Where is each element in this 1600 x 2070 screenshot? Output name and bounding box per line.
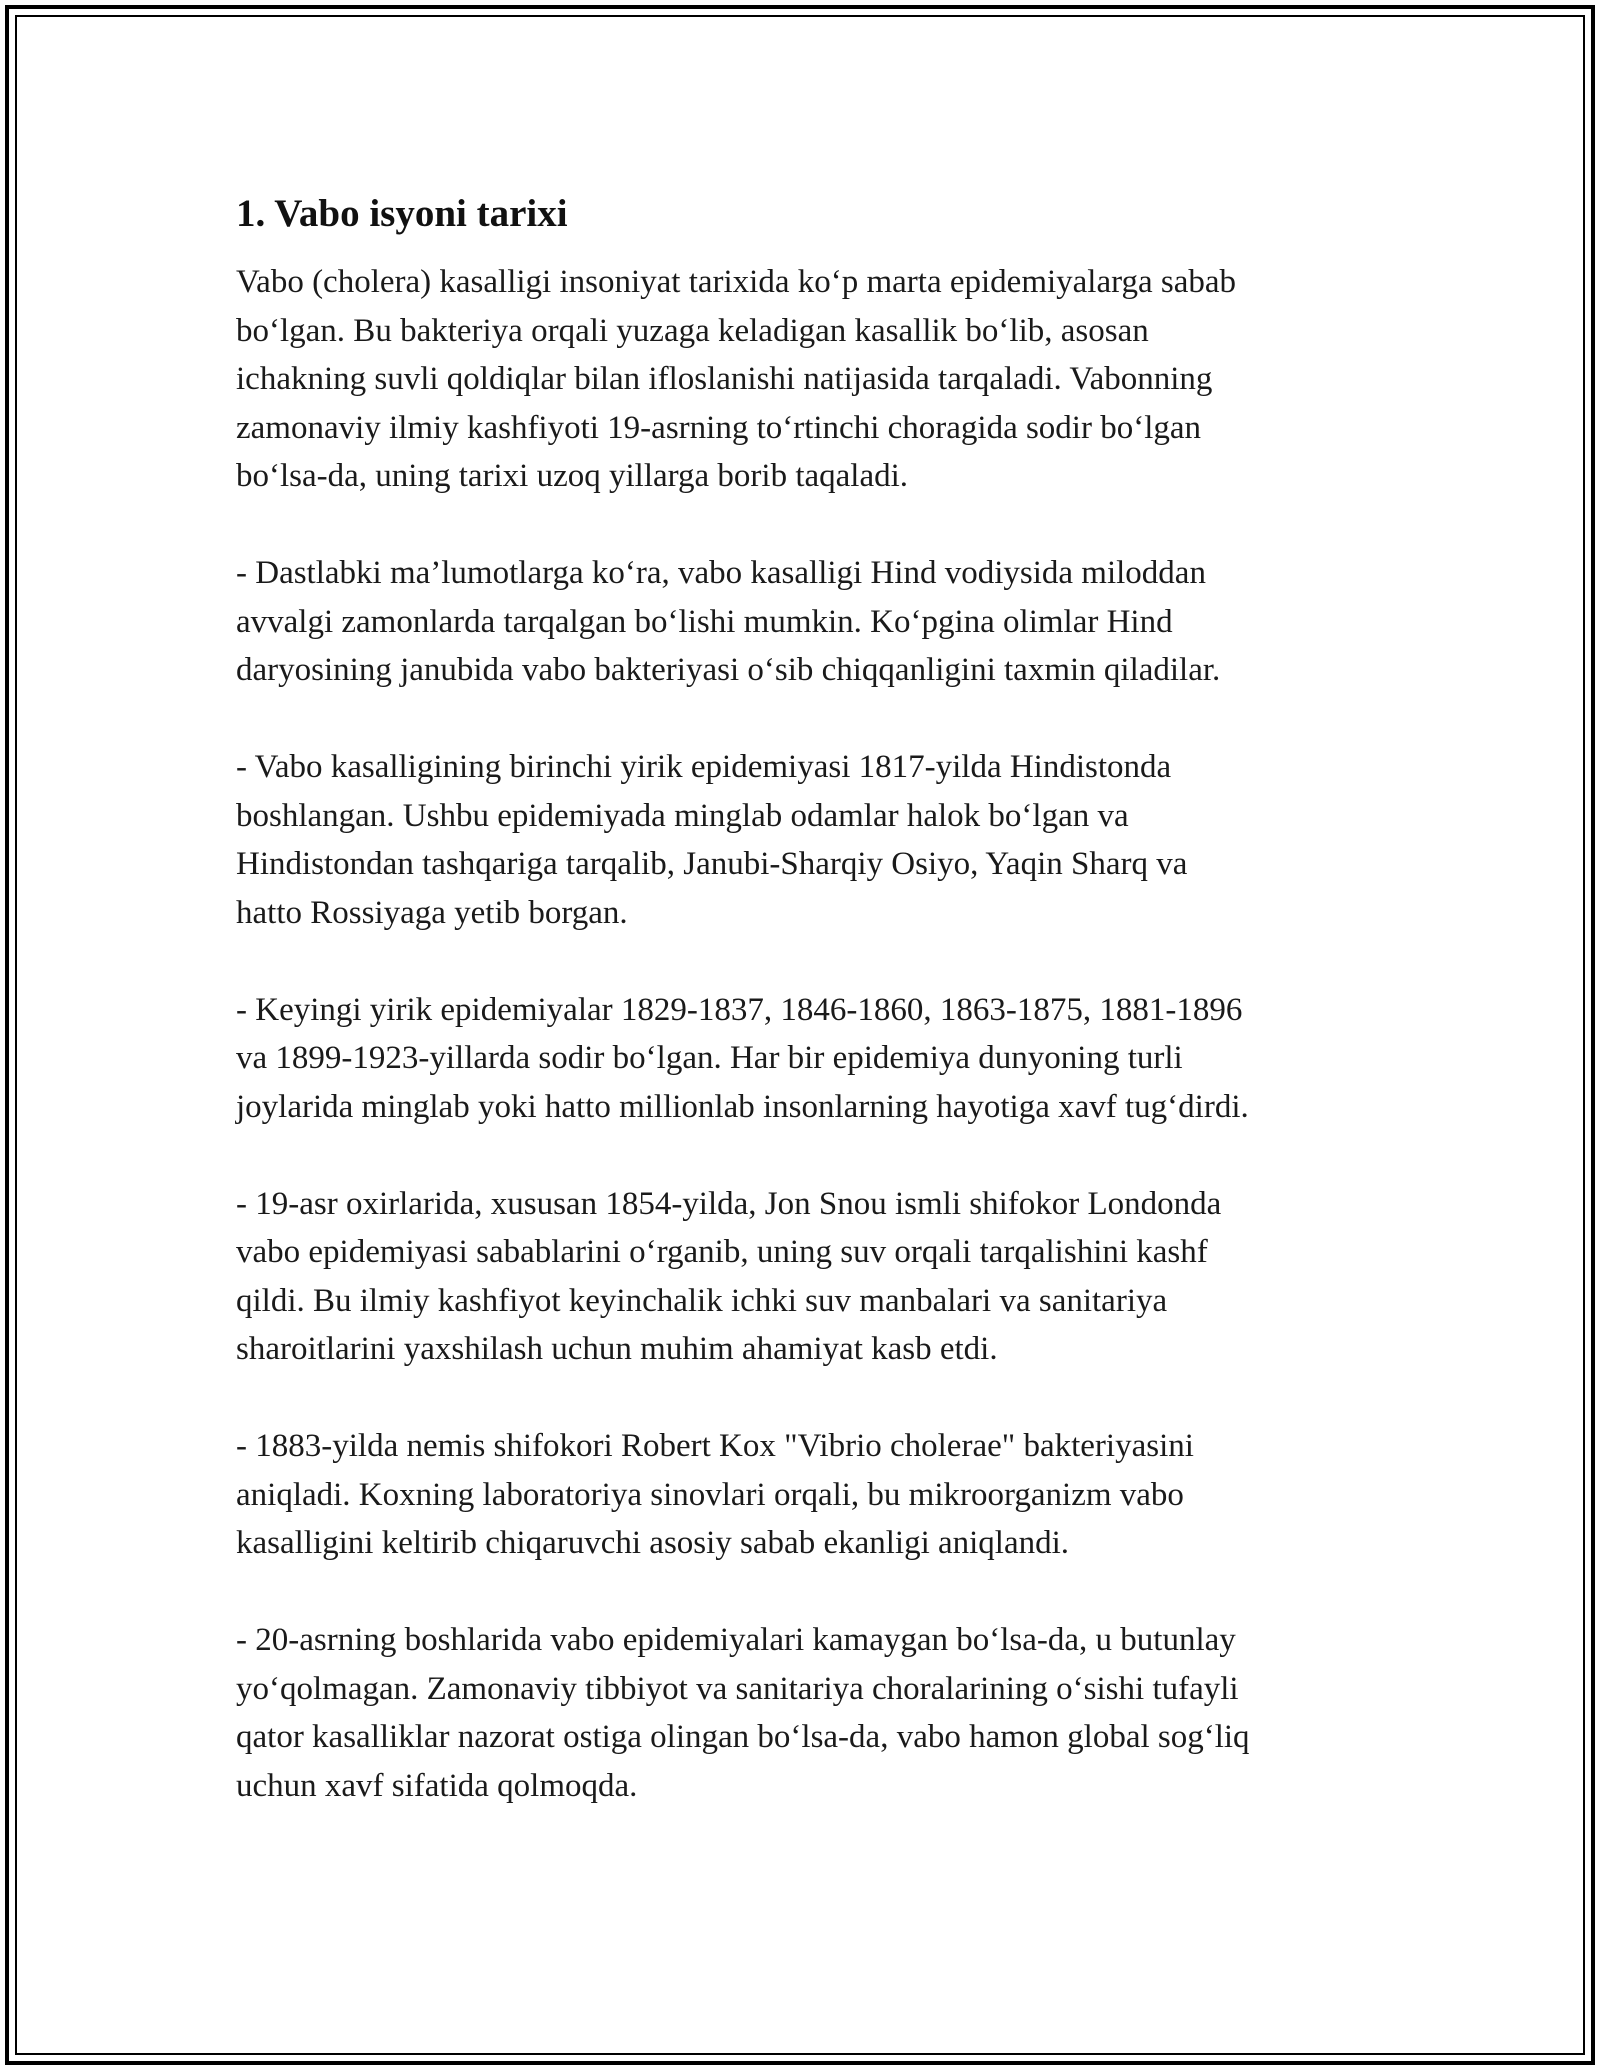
paragraph-first-epidemic: - Vabo kasalligining birinchi yirik epidemiyasi 1817-yilda Hindistonda boshlangan. Ushbu epidemiyada minglab odamlar halok bo‘lgan va Hindistondan tashqariga tarqalib, Janubi-Sharqiy Osiyo, Yaqin Sharq va hatto Rossiyaga yetib borgan.: [236, 749, 1188, 931]
document-body: [236, 186, 1366, 1859]
paragraph-robert-koch: - 1883-yilda nemis shifokori Robert Kox "Vibrio cholerae" bakteriyasini aniqladi. Koxning laboratoriya sinovlari orqali, bu mikroorganizm vabo kasalligini keltirib chiqaruvchi asosiy sabab ekanligi aniqlandi.: [236, 1428, 1194, 1561]
paragraph-later-epidemics: - Keyingi yirik epidemiyalar 1829-1837, 1846-1860, 1863-1875, 1881-1896 va 1899-1923-yillarda sodir bo‘lgan. Har bir epidemiya dunyoning turli joylarida minglab yoki hatto millionlab insonlarning hayotiga xavf tug‘dirdi.: [236, 991, 1249, 1125]
paragraph-20th-century: - 20-asrning boshlarida vabo epidemiyalari kamaygan bo‘lsa-da, u butunlay yo‘qolmagan. Zamonaviy tibbiyot va sanitariya choralarining o‘sishi tufayli qator kasalliklar nazorat ostiga olingan bo‘lsa-da, vabo hamon global sog‘liq uchun xavf sifatida qolmoqda.: [236, 1622, 1250, 1804]
paragraph-intro: Vabo (cholera) kasalligi insoniyat tarixida ko‘p marta epidemiyalarga sabab bo‘lgan. Bu bakteriya orqali yuzaga keladigan kasallik bo‘lib, asosan ichakning suvli qoldiqlar bilan ifloslanishi natijasida tarqaladi. Vabonning zamonaviy ilmiy kashfiyoti 19-asrning to‘rtinchi choragida sodir bo‘lgan bo‘lsa-da, uning tarixi uzoq yillarga borib taqaladi.: [236, 264, 1237, 494]
page-title: 1. Vabo isyoni tarixi: [236, 192, 568, 235]
paragraph-early-records: - Dastlabki ma’lumotlarga ko‘ra, vabo kasalligi Hind vodiysida miloddan avvalgi zamonlarda tarqalgan bo‘lishi mumkin. Ko‘pgina olimlar Hind daryosining janubida vabo bakteriyasi o‘sib chiqqanligini taxmin qiladilar.: [236, 555, 1221, 688]
paragraph-john-snow: - 19-asr oxirlarida, xususan 1854-yilda, Jon Snou ismli shifokor Londonda vabo epidemiyasi sabablarini o‘rganib, uning suv orqali tarqalishini kashf qildi. Bu ilmiy kashfiyot keyinchalik ichki suv manbalari va sanitariya sharoitlarini yaxshilash uchun muhim ahamiyat kasb etdi.: [236, 1185, 1222, 1367]
